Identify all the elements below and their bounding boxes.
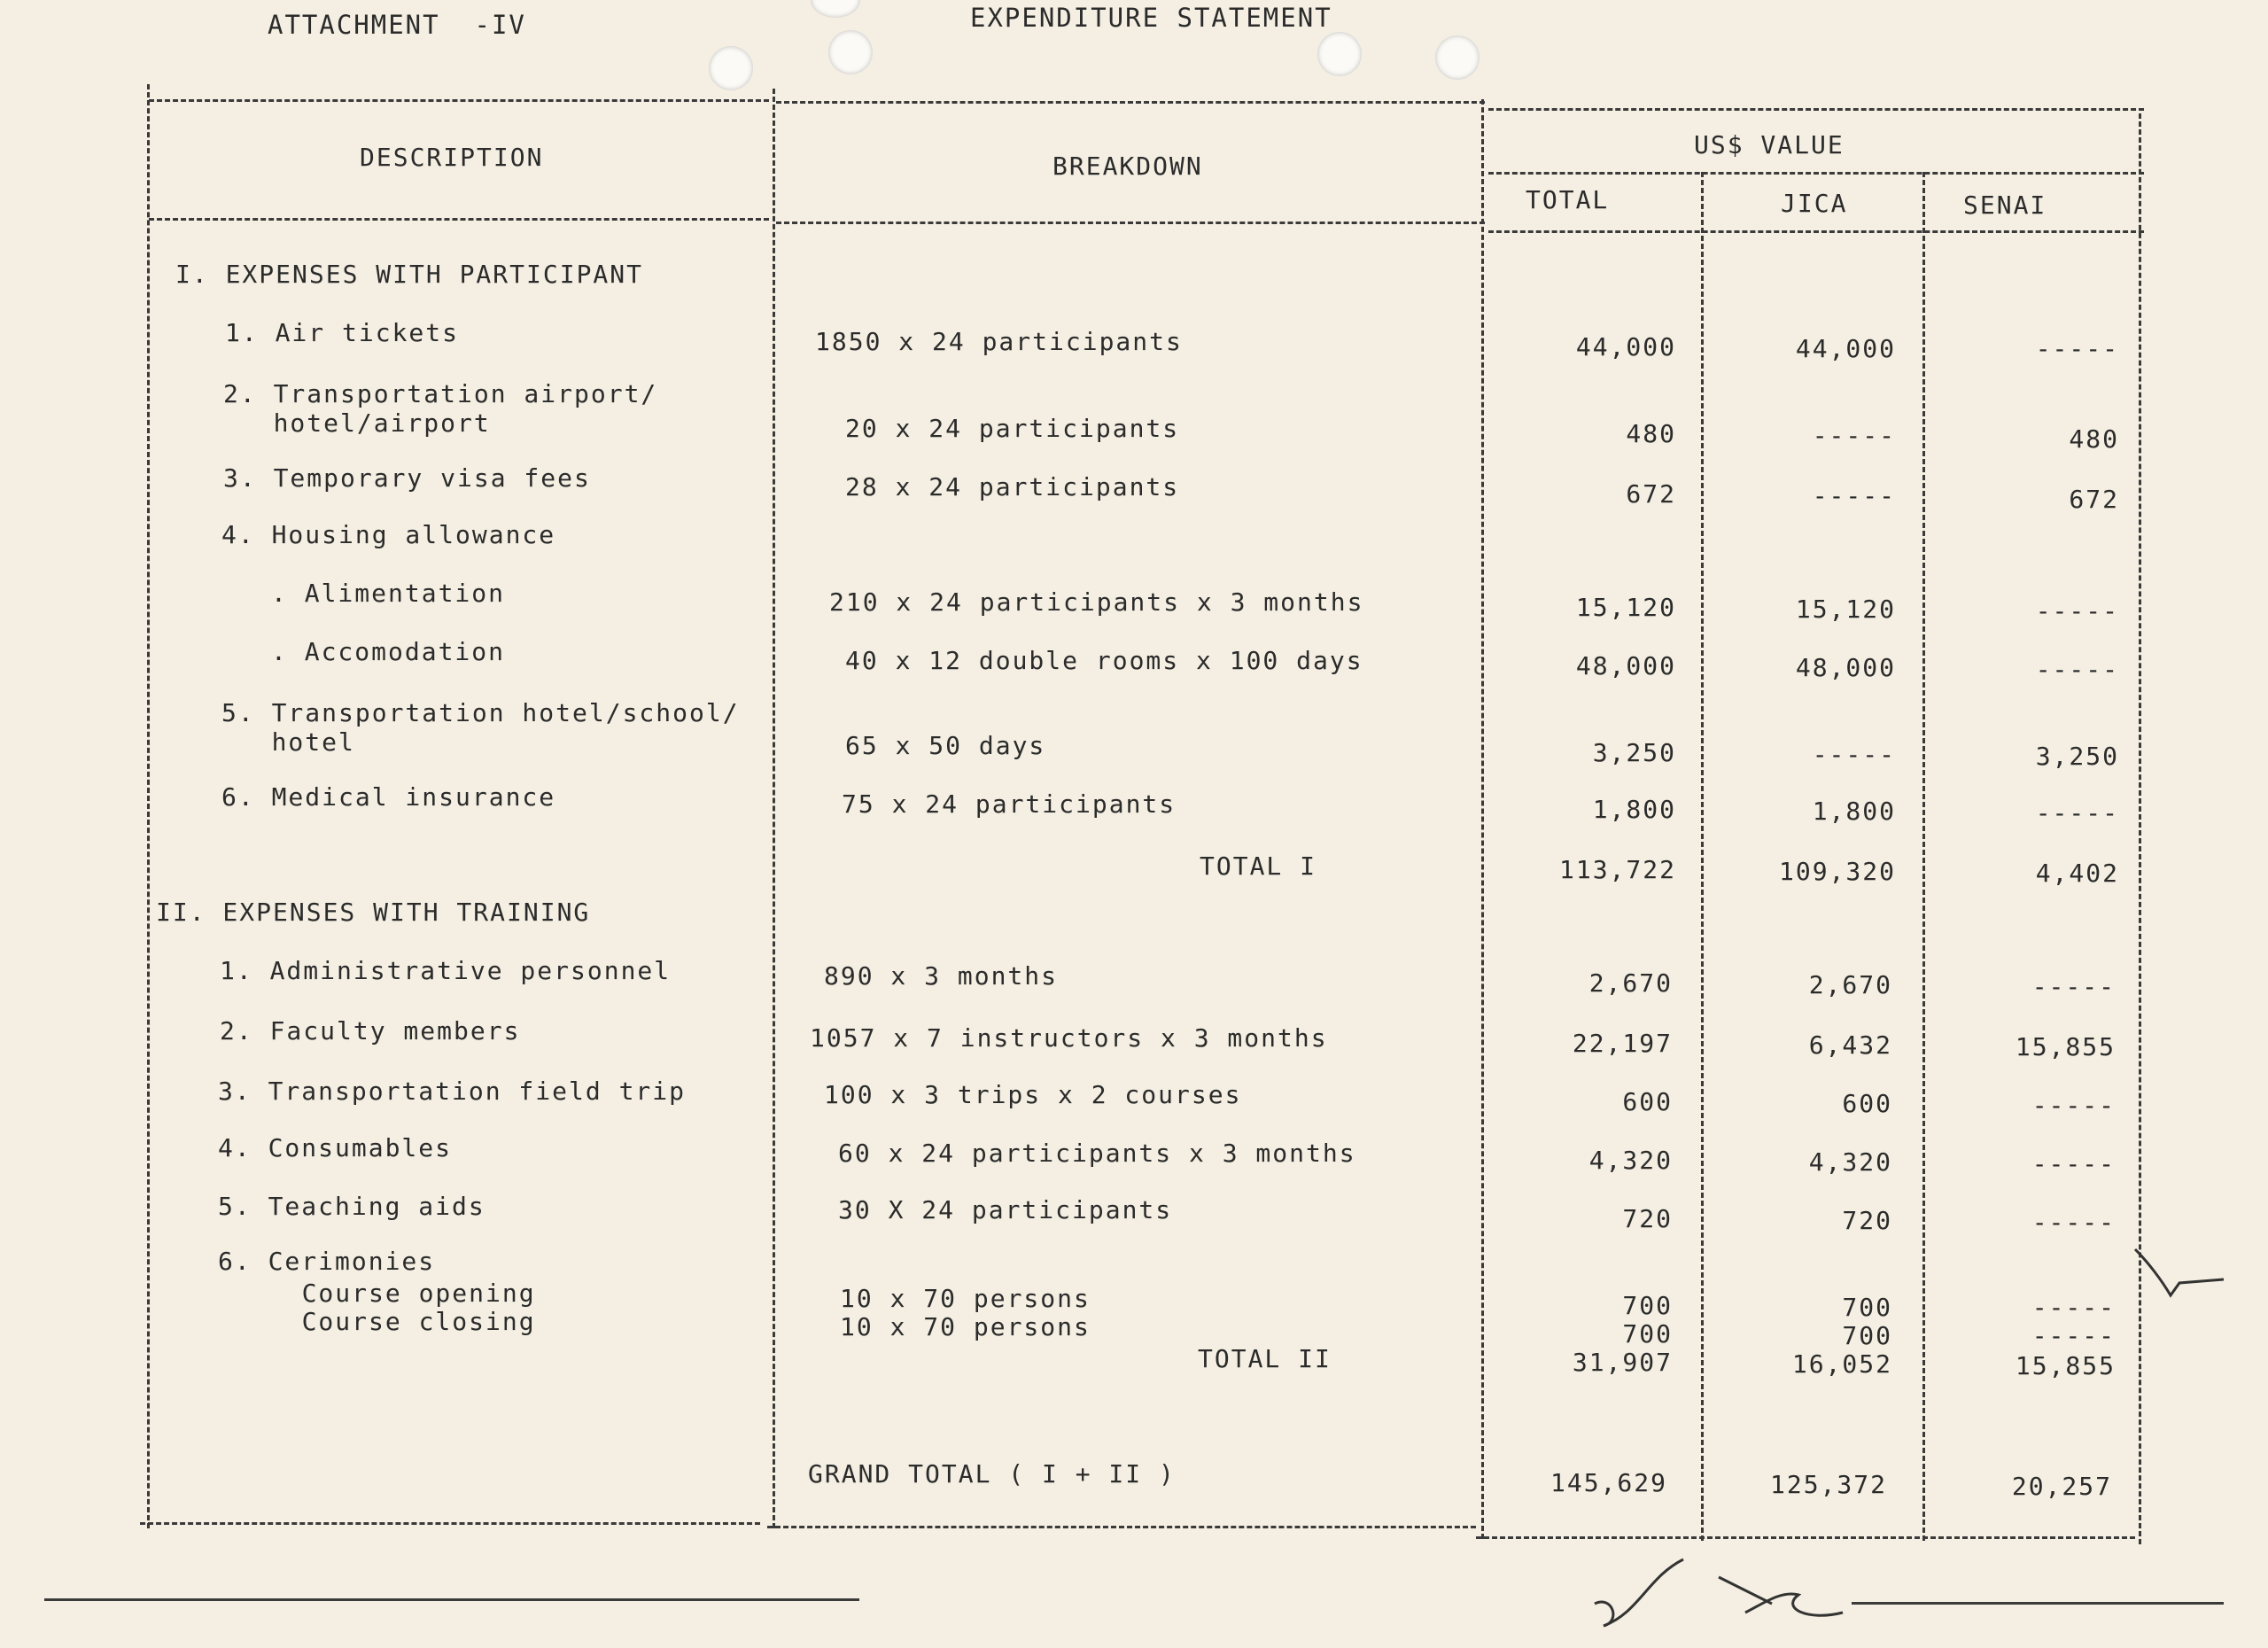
row-breakdown: 65 x 50 days: [845, 731, 1046, 760]
row-description: 2. Faculty members: [220, 1016, 521, 1046]
row-jica: 700: [1842, 1321, 1892, 1350]
row-total: 720: [1622, 1204, 1673, 1233]
subtotal-jica: 16,052: [1791, 1349, 1892, 1379]
row-jica: 1,800: [1812, 797, 1896, 826]
column-divider: [1922, 172, 1925, 1541]
column-header-usd-value: US$ VALUE: [1694, 130, 1845, 159]
grand-total-jica: 125,372: [1769, 1470, 1887, 1499]
grand-total-total: 145,629: [1550, 1468, 1667, 1497]
subtotal-senai: 15,855: [2015, 1351, 2116, 1380]
column-divider: [1701, 172, 1704, 1541]
row-senai: -----: [2031, 1149, 2116, 1178]
header-bottom-border: [1488, 230, 2144, 233]
document-title: EXPENDITURE STATEMENT: [970, 3, 1332, 33]
header-bottom-border: [149, 218, 769, 221]
row-description: 2. Transportation airport/ hotel/airport: [223, 379, 658, 438]
row-description: 4. Housing allowance: [221, 520, 556, 549]
row-jica: -----: [1812, 481, 1896, 510]
signature-line: [1852, 1602, 2224, 1605]
row-breakdown: 100 x 3 trips x 2 courses: [824, 1080, 1242, 1109]
row-jica: 15,120: [1795, 595, 1896, 624]
table-bottom-border: [1476, 1536, 2135, 1539]
row-total: 15,120: [1575, 593, 1676, 622]
table-top-border: [149, 99, 769, 102]
punch-hole: [709, 46, 753, 90]
row-total: 44,000: [1575, 332, 1676, 361]
row-jica: 600: [1842, 1089, 1892, 1118]
subtotal-label: TOTAL II: [1198, 1344, 1332, 1373]
row-senai: -----: [2035, 334, 2119, 363]
row-description: 6. Cerimonies: [218, 1247, 436, 1276]
subtotal-senai: 4,402: [2035, 859, 2119, 888]
grand-total-label: GRAND TOTAL ( I + II ): [808, 1459, 1176, 1489]
subtotal-total: 113,722: [1558, 855, 1676, 884]
row-breakdown: 40 x 12 double rooms x 100 days: [845, 646, 1363, 675]
row-senai: -----: [2031, 1293, 2116, 1322]
row-jica: -----: [1812, 740, 1896, 769]
row-senai: -----: [2031, 1091, 2116, 1120]
row-jica: 2,670: [1808, 970, 1892, 999]
column-header-senai: SENAI: [1963, 190, 2047, 220]
table-bottom-border: [767, 1526, 1476, 1528]
row-total: 700: [1622, 1319, 1673, 1349]
table-right-border: [2139, 113, 2141, 1544]
row-senai: 672: [2069, 485, 2119, 514]
row-breakdown: 10 x 70 persons: [840, 1312, 1091, 1341]
row-jica: -----: [1812, 421, 1896, 450]
row-breakdown: 210 x 24 participants x 3 months: [829, 587, 1364, 617]
subtotal-total: 31,907: [1572, 1348, 1673, 1377]
column-divider: [1481, 99, 1484, 1539]
punch-hole: [1435, 35, 1480, 80]
punch-hole: [1317, 32, 1362, 76]
row-description: 1. Administrative personnel: [220, 956, 672, 985]
row-senai: 3,250: [2035, 742, 2119, 771]
row-jica: 48,000: [1795, 653, 1896, 682]
table-top-border: [1488, 108, 2144, 111]
punch-hole: [811, 0, 860, 18]
row-description: 3. Temporary visa fees: [223, 463, 591, 493]
subtotal-label: TOTAL I: [1200, 851, 1317, 881]
row-description: 5. Teaching aids: [218, 1192, 485, 1221]
column-divider: [773, 89, 775, 1528]
column-header-description: DESCRIPTION: [360, 143, 544, 172]
row-senai: -----: [2035, 596, 2119, 626]
table-left-border: [147, 84, 150, 1528]
row-description: . Alimentation: [271, 579, 506, 608]
table-top-border: [776, 101, 1485, 104]
row-description: 3. Transportation field trip: [218, 1077, 687, 1106]
attachment-label: ATTACHMENT -IV: [268, 10, 526, 40]
row-description: . Accomodation: [271, 637, 506, 666]
row-senai: 15,855: [2015, 1032, 2116, 1061]
row-breakdown: 75 x 24 participants: [842, 789, 1177, 819]
subtotal-jica: 109,320: [1778, 857, 1896, 886]
section-title: I. EXPENSES WITH PARTICIPANT: [175, 260, 644, 289]
grand-total-senai: 20,257: [2011, 1472, 2112, 1501]
row-breakdown: 890 x 3 months: [824, 961, 1059, 991]
row-senai: -----: [2031, 972, 2116, 1001]
row-jica: 44,000: [1795, 334, 1896, 363]
row-total: 672: [1626, 479, 1676, 509]
row-breakdown: 1850 x 24 participants: [815, 327, 1183, 356]
row-total: 48,000: [1575, 651, 1676, 680]
row-jica: 700: [1842, 1293, 1892, 1322]
row-total: 22,197: [1572, 1029, 1673, 1058]
row-total: 600: [1622, 1087, 1673, 1116]
row-total: 2,670: [1588, 968, 1673, 998]
row-description: 1. Air tickets: [225, 318, 460, 347]
row-total: 480: [1626, 419, 1676, 448]
row-breakdown: 28 x 24 participants: [845, 472, 1180, 501]
row-jica: 4,320: [1808, 1147, 1892, 1177]
row-jica: 720: [1842, 1206, 1892, 1235]
row-description: Course opening: [252, 1279, 536, 1308]
row-breakdown: 1057 x 7 instructors x 3 months: [810, 1023, 1328, 1053]
column-header-jica: JICA: [1781, 189, 1848, 218]
row-description: 5. Transportation hotel/school/ hotel: [221, 698, 740, 757]
punch-hole: [828, 30, 873, 74]
handwritten-initials-icon: [1586, 1542, 1852, 1630]
column-header-breakdown: BREAKDOWN: [1052, 152, 1203, 181]
row-breakdown: 10 x 70 persons: [840, 1284, 1091, 1313]
row-breakdown: 60 x 24 participants x 3 months: [838, 1139, 1356, 1168]
row-senai: -----: [2031, 1321, 2116, 1350]
row-total: 4,320: [1588, 1146, 1673, 1175]
table-bottom-border: [140, 1522, 760, 1525]
signature-line: [44, 1598, 859, 1601]
usd-subheader-border: [1488, 172, 2144, 175]
row-description: Course closing: [252, 1307, 536, 1336]
section-title: II. EXPENSES WITH TRAINING: [156, 898, 591, 927]
row-description: 4. Consumables: [218, 1133, 453, 1162]
row-total: 3,250: [1592, 738, 1676, 767]
check-mark-icon: [2131, 1240, 2228, 1302]
row-breakdown: 20 x 24 participants: [845, 414, 1180, 443]
row-senai: -----: [2035, 798, 2119, 828]
header-bottom-border: [776, 222, 1485, 224]
row-senai: 480: [2069, 424, 2119, 454]
row-senai: -----: [2035, 655, 2119, 684]
column-header-total: TOTAL: [1526, 185, 1610, 214]
row-jica: 6,432: [1808, 1030, 1892, 1060]
row-description: 6. Medical insurance: [221, 782, 556, 812]
row-breakdown: 30 X 24 participants: [838, 1195, 1173, 1224]
row-senai: -----: [2031, 1208, 2116, 1237]
row-total: 1,800: [1592, 795, 1676, 824]
row-total: 700: [1622, 1291, 1673, 1320]
